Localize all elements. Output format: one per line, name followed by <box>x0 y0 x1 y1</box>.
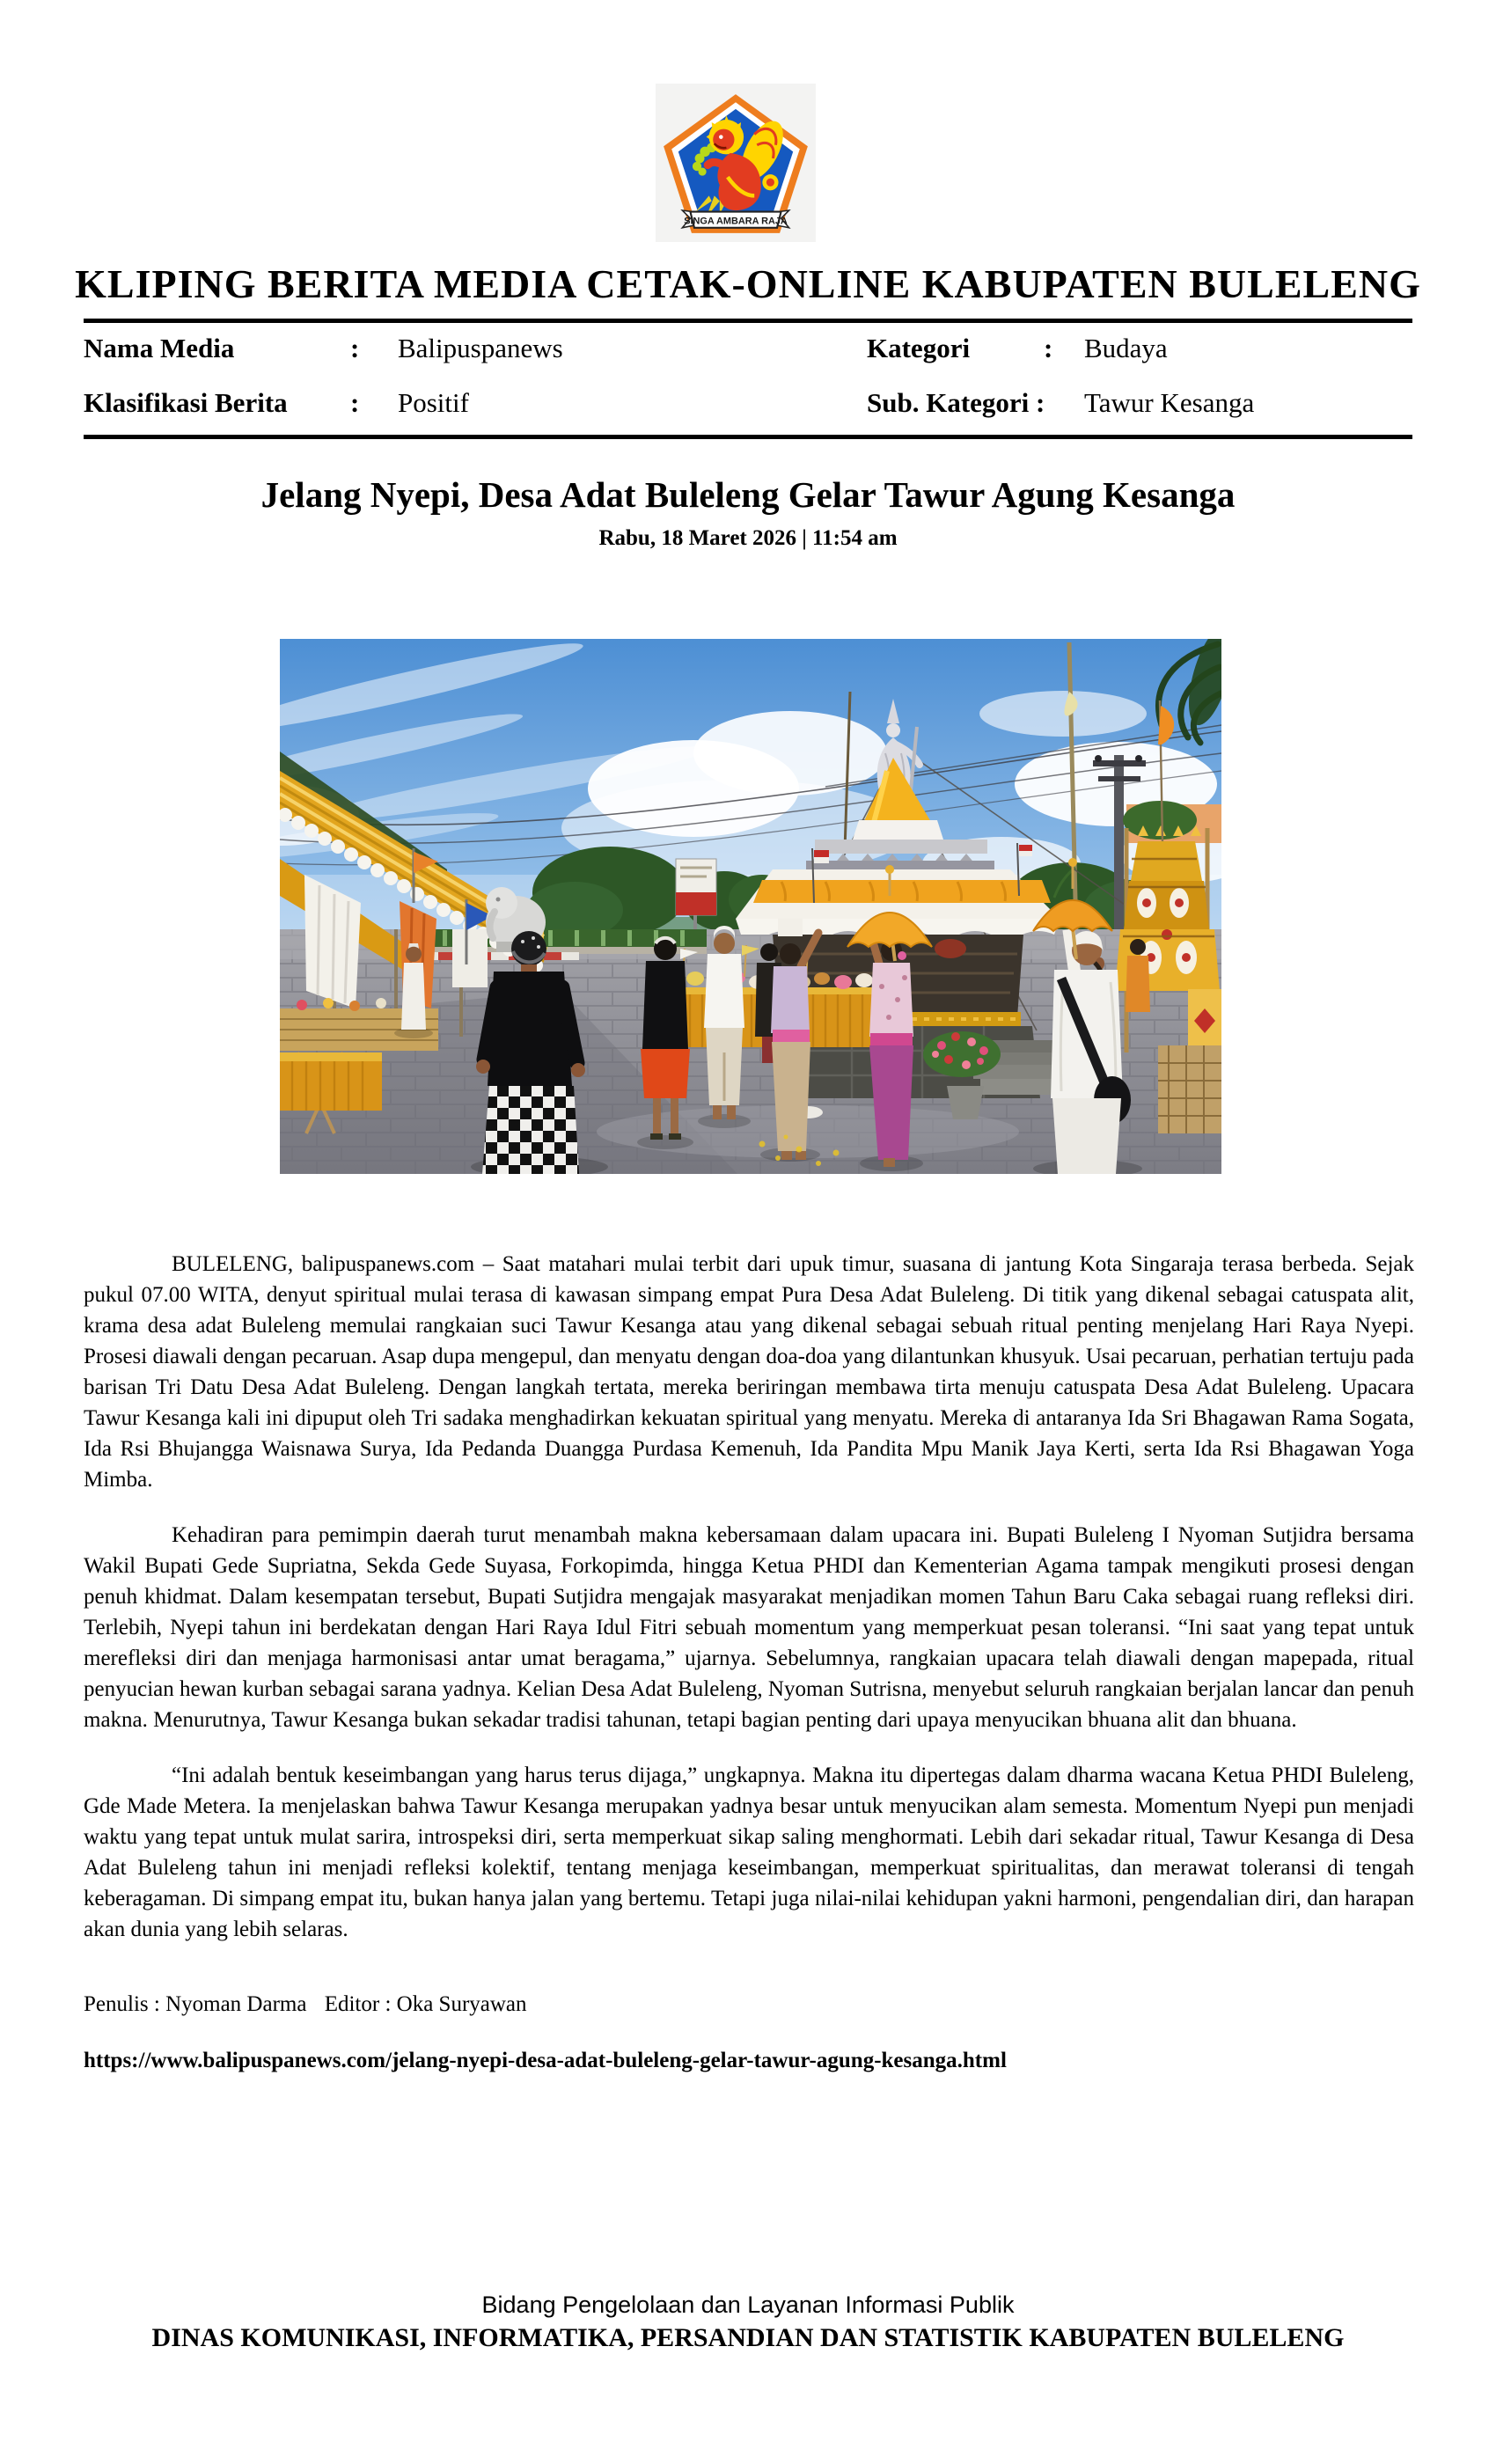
penulis-label: Penulis : <box>84 1992 160 2016</box>
klasifikasi-value: Positif <box>398 387 469 418</box>
paragraph-1: BULELENG, balipuspanews.com – Saat matahari mulai terbit dari upuk timur, suasana di jantung Kota Singaraja terasa berbeda. Sejak pukul 07.00 WITA, denyut spiritual mulai terasa di kawasan simpang empat Pura Desa Adat Buleleng. Di titik yang dikenal sebagai catuspata alit, krama desa adat Buleleng memulai rangkaian suci Tawur Kesanga atau yang dikenal sebagai sebuah ritual penting menjelang Hari Raya Nyepi. Prosesi diawali dengan pecaruan. Asap dupa mengepul, dan menyatu dengan doa-doa yang dilantunkan khusyuk. Usai pecaruan, perhatian tertuju pada barisan Tri Datu Desa Adat Buleleng. Dengan langkah tertata, mereka beriringan membawa tirta menuju catuspata Desa Adat Buleleng. Upacara Tawur Kesanga kali ini dipuput oleh Tri sadaka menghadirkan kekuatan spiritual yang menyatu. Mereka di antaranya Ida Sri Bhagawan Rama Sogata, Ida Rsi Bhujangga Waisnawa Surya, Ida Pedanda Duangga Purdasa Kemenuh, Ida Pandita Mpu Manik Jaya Kerti, serta Ida Rsi Bhagawan Yoga Mimba. <box>84 1252 1414 1492</box>
sub-kategori-label: Sub. Kategori : <box>867 387 1045 418</box>
document-title: KLIPING BERITA MEDIA CETAK-ONLINE KABUPATEN BULELENG <box>75 261 1421 306</box>
buleleng-coat-of-arms <box>656 84 816 242</box>
footer-agency-name: DINAS KOMUNIKASI, INFORMATIKA, PERSANDIAN DAN STATISTIK KABUPATEN BULELENG <box>151 2323 1345 2352</box>
paragraph-2: Kehadiran para pemimpin daerah turut menambah makna kebersamaan dalam upacara ini. Bupati Buleleng I Nyoman Sutjidra bersama Wakil Bupati Gede Supriatna, Sekda Gede Suyasa, Forkopimda, hingga Ketua PHDI dan Kementerian Agama tampak mengikuti prosesi dengan penuh khidmat. Dalam kesempatan tersebut, Bupati Sutjidra mengajak masyarakat menjadikan momen Tahun Baru Caka sebagai ruang refleksi diri. Terlebih, Nyepi tahun ini berdekatan dengan Hari Raya Idul Fitri sebuah momentum yang memperkuat pesan toleransi. “Ini saat yang tepat untuk merefleksi diri dan menjaga harmonisasi antar umat beragama,” ujarnya. Sebelumnya, rangkaian upacara telah diawali dengan mapepada, ritual penyucian hewan kurban sebagai sarana yadnya. Kelian Desa Adat Buleleng, Nyoman Sutrisna, menyebut seluruh rangkaian berjalan lancar dan penuh makna. Menurutnya, Tawur Kesanga bukan sekadar tradisi tahunan, tetapi bagian penting dari upaya menyucikan bhuana alit dan bhuana. <box>84 1523 1414 1732</box>
article-body <box>84 1249 1414 1969</box>
paragraph-3: “Ini adalah bentuk keseimbangan yang harus terus dijaga,” ungkapnya. Makna itu dipertegas dalam dharma wacana Ketua PHDI Buleleng, Gde Made Metera. Ia menjelaskan bahwa Tawur Kesanga merupakan yadnya besar untuk menyucikan alam semesta. Momentum Nyepi pun menjadi waktu yang tepat untuk mulat sarira, introspeksi diri, serta memperkuat sikap saling menghormati. Lebih dari sekadar ritual, Tawur Kesanga di Desa Adat Buleleng tahun ini menjadi refleksi kolektif, tentang menjaga keseimbangan, memperkuat spiritualitas, dan merawat toleransi di tengah keberagaman. Di simpang empat itu, bukan hanya jalan yang bertemu. Tetapi juga nilai-nilai kehidupan yakni harmoni, pengendalian diri, dan harapan akan dunia yang lebih selaras. <box>84 1764 1414 1941</box>
article-title: Jelang Nyepi, Desa Adat Buleleng Gelar Tawur Agung Kesanga <box>260 474 1236 515</box>
article-datetime: Rabu, 18 Maret 2026 | 11:54 am <box>598 526 898 550</box>
sub-kategori-value: Tawur Kesanga <box>1084 387 1255 418</box>
logo-banner-text: SINGA AMBARA RAJA <box>684 216 788 227</box>
meta-row-2 <box>0 387 1496 426</box>
editor-value: Oka Suryawan <box>396 1992 527 2016</box>
kategori-colon: : <box>1044 333 1053 363</box>
article-photo <box>280 639 1221 1174</box>
kategori-value: Budaya <box>1084 333 1168 363</box>
nama-media-value: Balipuspanews <box>398 333 563 363</box>
article-url[interactable]: https://www.balipuspanews.com/jelang-nyepi-desa-adat-buleleng-gelar-tawur-agung-kesanga.html <box>84 2049 1007 2072</box>
klasifikasi-label: Klasifikasi Berita <box>84 387 288 418</box>
klasifikasi-colon: : <box>350 387 360 418</box>
divider-bottom <box>84 435 1412 439</box>
ceremony-photo-illustration <box>280 639 1221 1174</box>
footer-unit-name: Bidang Pengelolaan dan Layanan Informasi Publik <box>481 2292 1015 2318</box>
byline <box>84 1992 527 2017</box>
nama-media-label: Nama Media <box>84 333 235 363</box>
editor-label: Editor : <box>324 1992 392 2016</box>
kategori-label: Kategori <box>867 333 971 363</box>
penulis-value: Nyoman Darma <box>165 1992 307 2016</box>
divider-top <box>84 319 1412 323</box>
buleleng-logo-icon <box>656 84 816 244</box>
nama-media-colon: : <box>350 333 360 363</box>
meta-row-1 <box>0 333 1496 371</box>
